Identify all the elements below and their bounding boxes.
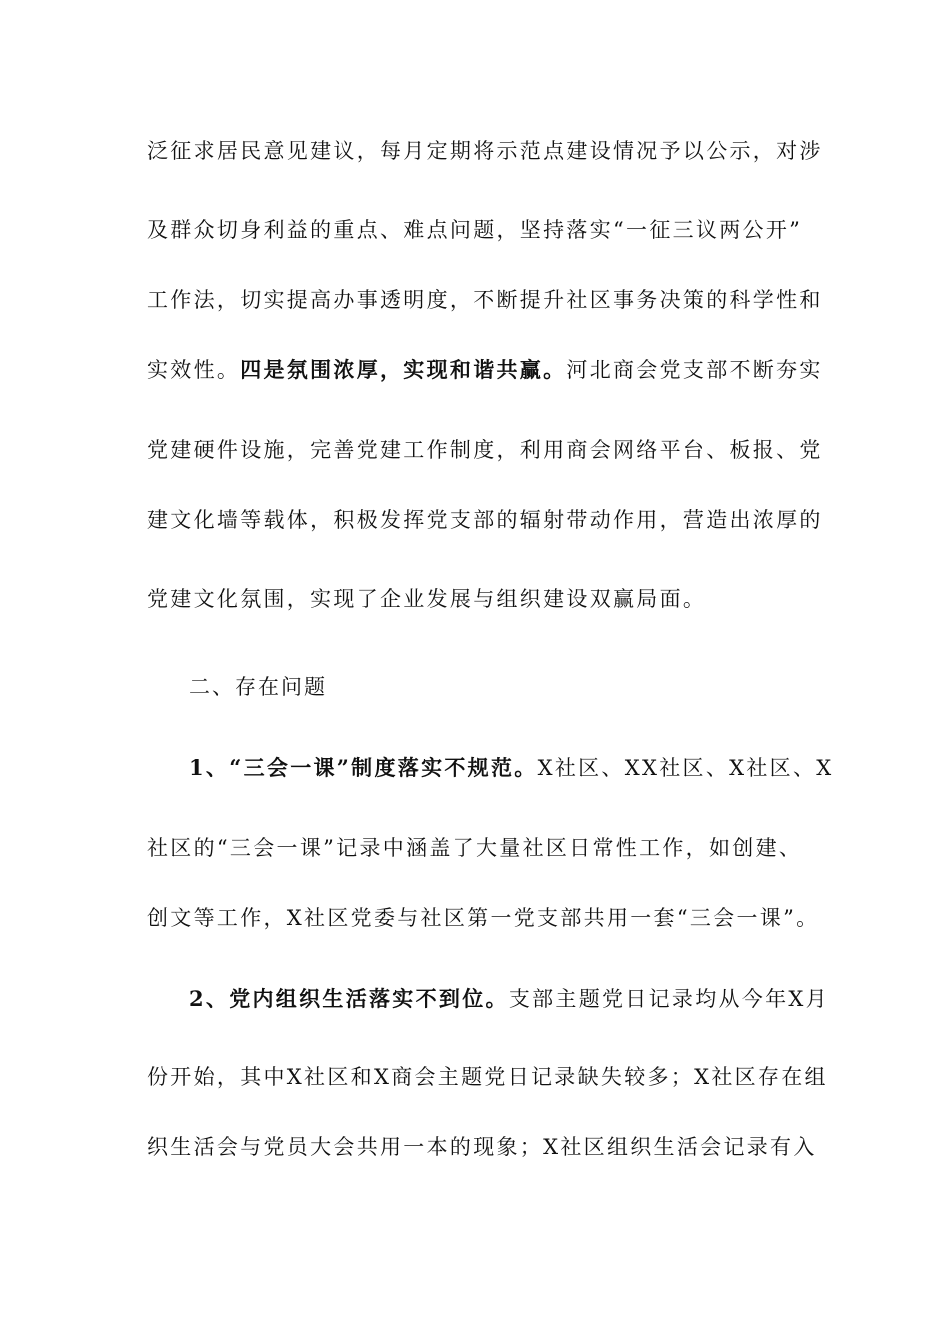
paragraph-line: 工作法，切实提高办事透明度，不断提升社区事务决策的科学性和: [147, 288, 823, 312]
item-line: 创文等工作，X社区党委与社区第一党支部共用一套“三会一课”。: [147, 906, 820, 930]
text-segment: X社区、XX社区、X社区、X: [537, 756, 834, 780]
text-segment: 河北商会党支部不断夯实: [566, 358, 823, 382]
paragraph-line: 及群众切身利益的重点、难点问题，坚持落实“一征三议两公开”: [147, 218, 803, 242]
paragraph-line: 党建文化氛围，实现了企业发展与组织建设双赢局面。: [147, 587, 707, 611]
paragraph-line: 建文化墙等载体，积极发挥党支部的辐射带动作用，营造出浓厚的: [147, 508, 823, 532]
item-line: 织生活会与党员大会共用一本的现象；X社区组织生活会记录有入: [147, 1135, 817, 1159]
item-line: 份开始，其中X社区和X商会主题党日记录缺失较多；X社区存在组: [147, 1065, 828, 1089]
item-line: [189, 754, 849, 782]
item-line: 社区的“三会一课”记录中涵盖了大量社区日常性工作，如创建、: [147, 836, 803, 860]
item-title: 2、党内组织生活落实不到位。: [189, 986, 509, 1011]
text-segment: 实效性。: [147, 358, 241, 382]
section-heading: 二、存在问题: [189, 675, 327, 699]
paragraph-line: 党建硬件设施，完善党建工作制度，利用商会网络平台、板报、党: [147, 438, 823, 462]
text-segment: 支部主题党日记录均从今年X月: [508, 987, 829, 1011]
bold-emphasis: 四是氛围浓厚，实现和谐共赢。: [240, 357, 567, 382]
item-line: [189, 985, 849, 1013]
item-title: 1、“三会一课”制度落实不规范。: [189, 755, 538, 780]
paragraph-line: 泛征求居民意见建议，每月定期将示范点建设情况予以公示，对涉: [147, 139, 823, 163]
paragraph-line: [147, 356, 823, 384]
